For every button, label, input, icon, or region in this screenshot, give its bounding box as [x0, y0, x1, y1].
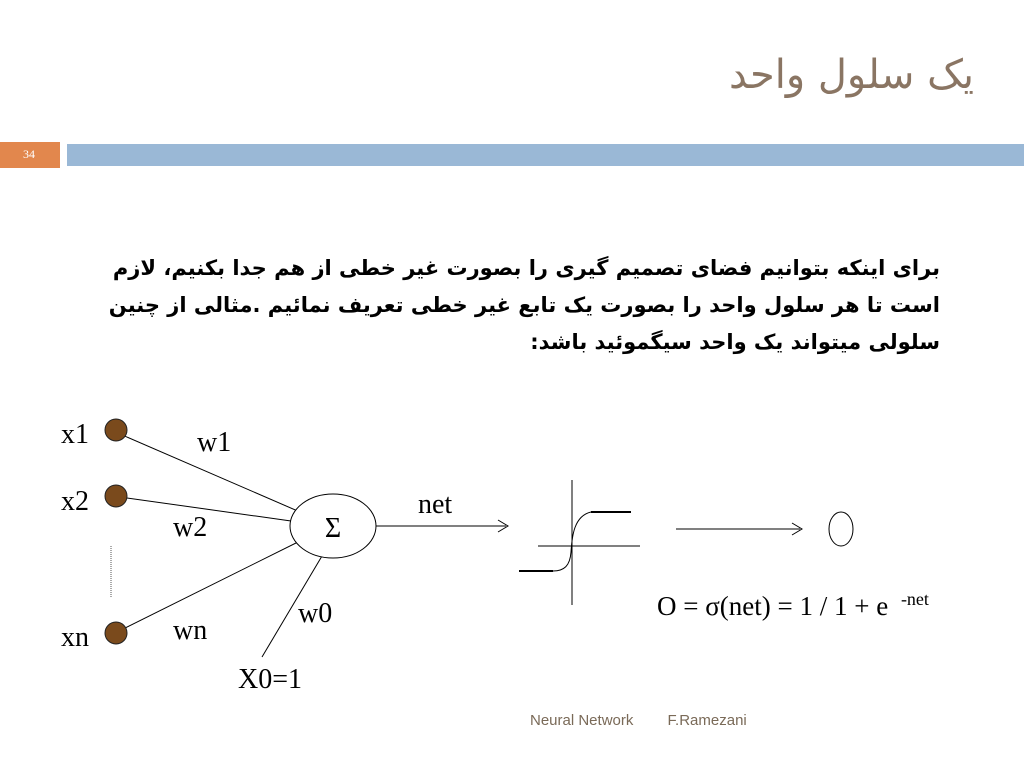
input-label-x2: x2 [61, 486, 89, 517]
weight-label-w0: w0 [298, 598, 333, 629]
output-formula-main: O = σ(net) = 1 / 1 + e [657, 591, 889, 621]
input-label-xn: xn [61, 622, 89, 653]
output-formula-exponent: -net [900, 589, 929, 609]
bias-input-label: X0=1 [238, 664, 303, 695]
body-text: برای اینکه بتوانیم فضای تصمیم گیری را بصورت غیر خطی از هم جدا بکنیم، لازم است تا هر سلول واحد را بصورت یک تابع غیر خطی تعریف نمائیم .مثالی از چنین سلولی میتواند یک واحد سیگموئید باشد: [108, 256, 940, 354]
input-node-x2 [105, 485, 127, 507]
input-node-xn [105, 622, 127, 644]
output-formula [657, 589, 929, 621]
footer [530, 712, 777, 729]
footer-course: Neural Network [530, 712, 634, 729]
output-node [829, 512, 853, 546]
sum-symbol: Σ [324, 513, 342, 544]
footer-author: F.Ramezani [667, 712, 747, 729]
edge-xn-sum [113, 540, 302, 634]
slide-title: یک سلول واحد [729, 52, 974, 98]
net-label: net [418, 489, 453, 520]
weight-label-w1: w1 [197, 427, 232, 458]
input-node-x1 [105, 419, 127, 441]
input-label-x1: x1 [61, 419, 89, 450]
page-number: 34 [23, 147, 35, 161]
weight-label-w2: w2 [173, 512, 208, 543]
weight-label-wn: wn [173, 615, 208, 646]
